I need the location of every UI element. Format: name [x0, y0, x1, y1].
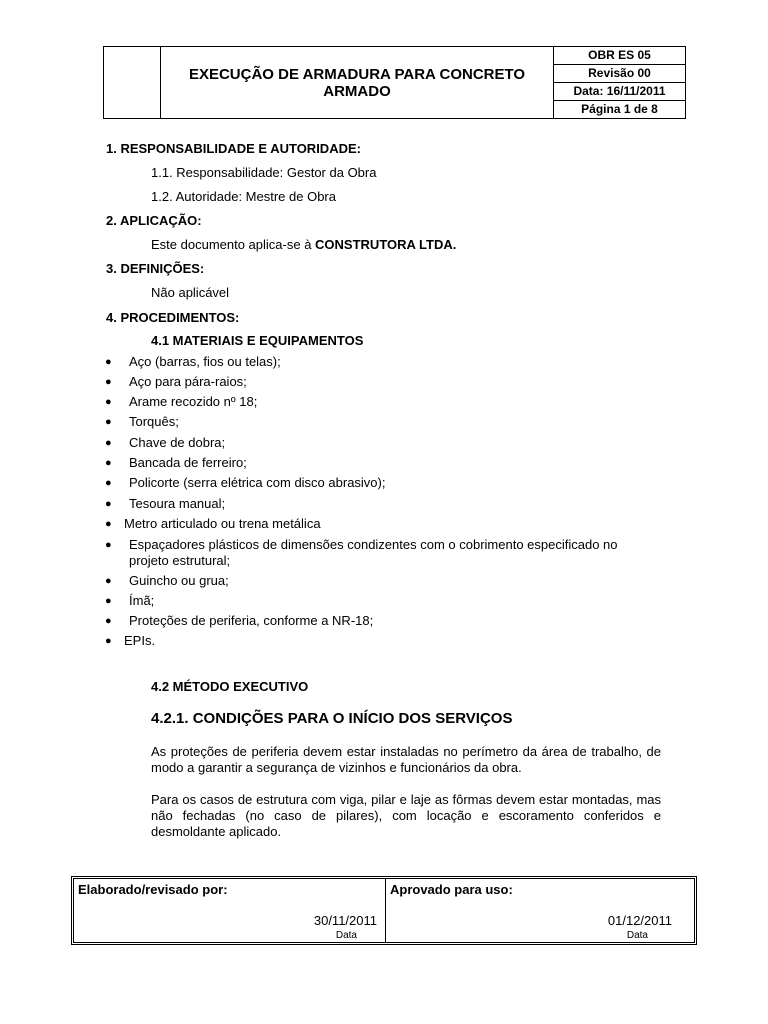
section-2-text-prefix: Este documento aplica-se à — [151, 237, 316, 252]
bullet: ● — [105, 416, 112, 428]
section-4-2-title: 4.2 MÉTODO EXECUTIVO — [151, 679, 309, 694]
list-item: Policorte (serra elétrica com disco abrasivo); — [129, 475, 386, 490]
list-item: Bancada de ferreiro; — [129, 455, 247, 470]
list-item: Ímã; — [129, 593, 155, 608]
document-code: OBR ES 05 — [554, 47, 686, 65]
list-item: Tesoura manual; — [129, 496, 226, 511]
approved-cell — [386, 879, 694, 942]
section-3-text: Não aplicável — [151, 285, 230, 300]
section-4-2-1-title: 4.2.1. CONDIÇÕES PARA O INÍCIO DOS SERVIÇOS — [151, 710, 513, 727]
bullet: ● — [105, 498, 112, 510]
section-1-1: 1.1. Responsabilidade: Gestor da Obra — [151, 165, 377, 180]
list-item: Arame recozido nº 18; — [129, 394, 258, 409]
logo-area — [104, 47, 161, 119]
bullet: ● — [105, 457, 112, 469]
document-title: EXECUÇÃO DE ARMADURA PARA CONCRETO ARMADO — [161, 47, 554, 119]
paragraph-2: Para os casos de estrutura com viga, pilar e laje as fôrmas devem estar montadas, mas não fechadas (no caso de pilares), com locação e escoramento conferidos e desmoldante aplicado. — [151, 792, 661, 839]
list-item: Chave de dobra; — [129, 435, 226, 450]
section-2-title: 2. APLICAÇÃO: — [106, 213, 202, 228]
list-item: Espaçadores plásticos de dimensões condizentes com o cobrimento especificado no — [129, 537, 618, 552]
bullet: ● — [105, 437, 112, 449]
page-number: Página 1 de 8 — [554, 101, 686, 119]
prepared-cell — [74, 879, 386, 942]
bullet: ● — [105, 595, 112, 607]
bullet: ● — [105, 477, 112, 489]
list-item: Metro articulado ou trena metálica — [124, 516, 321, 531]
prepared-date: 30/11/2011 — [313, 913, 377, 928]
list-item: EPIs. — [124, 633, 156, 648]
company-name: CONSTRUTORA LTDA. — [315, 237, 457, 252]
bullet: ● — [105, 396, 112, 408]
section-4-1-title: 4.1 MATERIAIS E EQUIPAMENTOS — [151, 333, 364, 348]
bullet: ● — [105, 635, 112, 647]
approved-date-label: Data — [626, 930, 648, 941]
paragraph-1: As proteções de periferia devem estar instaladas no perímetro da área de trabalho, de modo a garantir a segurança de vizinhos e funcionários da obra. — [151, 744, 661, 775]
bullet: ● — [105, 539, 112, 551]
approved-label: Aprovado para uso: — [390, 882, 513, 897]
bullet: ● — [105, 575, 112, 587]
list-item: Torquês; — [129, 414, 179, 429]
document-date: Data: 16/11/2011 — [554, 83, 686, 101]
list-item: Guincho ou grua; — [129, 573, 229, 588]
bullet: ● — [105, 376, 112, 388]
section-4-title: 4. PROCEDIMENTOS: — [106, 310, 240, 325]
document-revision: Revisão 00 — [554, 65, 686, 83]
section-1-title: 1. RESPONSABILIDADE E AUTORIDADE: — [106, 141, 361, 156]
section-2-text — [151, 237, 456, 253]
list-item-continuation: projeto estrutural; — [129, 553, 231, 568]
list-item: Aço para pára-raios; — [129, 374, 247, 389]
section-3-title: 3. DEFINIÇÕES: — [106, 261, 205, 276]
list-item: Aço (barras, fios ou telas); — [129, 354, 281, 369]
section-1-2: 1.2. Autoridade: Mestre de Obra — [151, 189, 336, 204]
list-item: Proteções de periferia, conforme a NR-18; — [129, 613, 374, 628]
approved-date: 01/12/2011 — [607, 913, 672, 928]
approval-footer — [71, 876, 697, 945]
prepared-date-label: Data — [335, 930, 357, 941]
document-header — [103, 46, 686, 119]
bullet: ● — [105, 356, 112, 368]
bullet: ● — [105, 615, 112, 627]
bullet: ● — [105, 518, 112, 530]
prepared-label: Elaborado/revisado por: — [78, 882, 228, 897]
